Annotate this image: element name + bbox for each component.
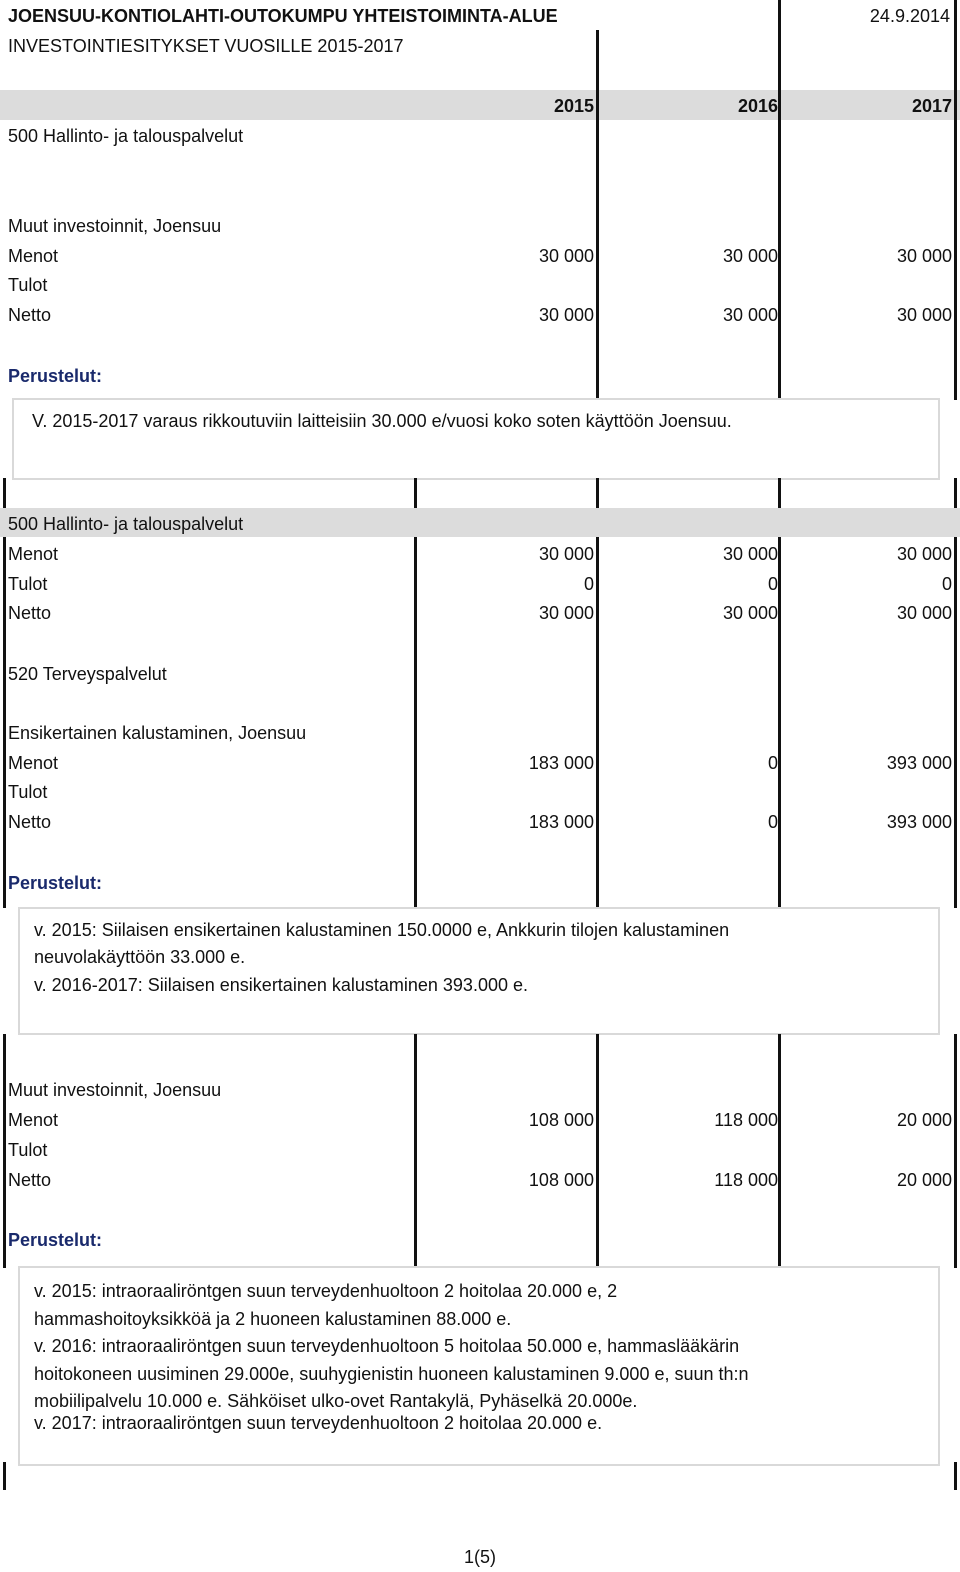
block1-netto-2016: 30 000 [722, 305, 778, 325]
report-subtitle: INVESTOINTIESITYKSET VUOSILLE 2015-2017 [8, 36, 404, 56]
block3-title: Muut investoinnit, Joensuu [8, 1080, 222, 1100]
unit520-title: 520 Terveyspalvelut [8, 664, 167, 684]
col-2016: 2016 [737, 96, 778, 116]
col-2015: 2015 [553, 96, 594, 116]
summary500-menot-2017: 30 000 [896, 544, 952, 564]
block1-menot-2016: 30 000 [722, 246, 778, 266]
block2-note-line: v. 2015: Siilaisen ensikertainen kalustaminen 150.0000 e, Ankkurin tilojen kalustaminen [34, 920, 730, 940]
block2-note-line: v. 2016-2017: Siilaisen ensikertainen kalustaminen 393.000 e. [34, 975, 528, 995]
block3-note-line: v. 2016: intraoraaliröntgen suun terveydenhuoltoon 5 hoitolaa 50.000 e, hammaslääkärin [34, 1336, 740, 1356]
column-divider [3, 478, 6, 908]
block1-menot-2017: 30 000 [896, 246, 952, 266]
block3-menot-2017: 20 000 [896, 1110, 952, 1130]
block2-title: Ensikertainen kalustaminen, Joensuu [8, 723, 307, 743]
block2-menot-2016: 0 [767, 753, 778, 773]
block3-netto-label: Netto [8, 1170, 52, 1190]
block3-menot-2016: 118 000 [714, 1110, 778, 1130]
column-divider [596, 1034, 599, 1268]
summary500-tulot-2015: 0 [583, 574, 594, 594]
unit-title: 500 Hallinto- ja talouspalvelut [8, 126, 244, 146]
summary500-netto-2016: 30 000 [722, 603, 778, 623]
summary500-tulot-2016: 0 [767, 574, 778, 594]
column-divider [778, 0, 781, 400]
column-divider [954, 478, 957, 908]
block2-tulot-label: Tulot [8, 782, 48, 802]
column-divider [778, 478, 781, 908]
block1-tulot-label: Tulot [8, 275, 48, 295]
block3-notes-box [18, 1266, 940, 1466]
block3-menot-2015: 108 000 [528, 1110, 594, 1130]
block2-menot-2017: 393 000 [886, 753, 952, 773]
block3-note-line: v. 2017: intraoraaliröntgen suun terveydenhuoltoon 2 hoitolaa 20.000 e. [34, 1413, 603, 1433]
block3-tulot-label: Tulot [8, 1140, 48, 1160]
block3-note-line: hoitokoneen uusiminen 29.000e, suuhygienistin huoneen kalustaminen 9.000 e, suun th:n [34, 1364, 749, 1384]
block3-note-line: hammashoitoyksikköä ja 2 huoneen kalustaminen 88.000 e. [34, 1309, 512, 1329]
block1-perustelut-label: Perustelut: [8, 366, 103, 386]
block2-perustelut-label: Perustelut: [8, 873, 103, 893]
page-number: 1(5) [463, 1547, 496, 1567]
report-date: 24.9.2014 [869, 6, 950, 26]
column-divider [954, 1462, 957, 1490]
block3-netto-2017: 20 000 [896, 1170, 952, 1190]
column-divider [3, 1034, 6, 1268]
block3-netto-2015: 108 000 [528, 1170, 594, 1190]
block2-netto-2017: 393 000 [886, 812, 952, 832]
summary500-netto-label: Netto [8, 603, 52, 623]
block1-netto-2015: 30 000 [538, 305, 594, 325]
column-divider [3, 1462, 6, 1490]
block1-netto-label: Netto [8, 305, 52, 325]
org-title: JOENSUU-KONTIOLAHTI-OUTOKUMPU YHTEISTOIMINTA-ALUE [8, 6, 558, 26]
column-divider [596, 478, 599, 908]
block3-note-line: v. 2015: intraoraaliröntgen suun terveydenhuoltoon 2 hoitolaa 20.000 e, 2 [34, 1281, 618, 1301]
block2-notes-box [18, 907, 940, 1035]
block1-netto-2017: 30 000 [896, 305, 952, 325]
summary500-menot-2015: 30 000 [538, 544, 594, 564]
block1-note-line: V. 2015-2017 varaus rikkoutuviin laitteisiin 30.000 e/vuosi koko soten käyttöön Joensuu. [32, 411, 732, 431]
block3-menot-label: Menot [8, 1110, 59, 1130]
summary500-netto-2015: 30 000 [538, 603, 594, 623]
column-divider [414, 1034, 417, 1268]
column-divider [778, 1034, 781, 1268]
summary500-menot-2016: 30 000 [722, 544, 778, 564]
block2-netto-label: Netto [8, 812, 52, 832]
summary500-tulot-2017: 0 [941, 574, 952, 594]
block2-netto-2015: 183 000 [528, 812, 594, 832]
block1-title: Muut investoinnit, Joensuu [8, 216, 222, 236]
summary500-netto-2017: 30 000 [896, 603, 952, 623]
block2-note-line: neuvolakäyttöön 33.000 e. [34, 947, 246, 967]
block2-netto-2016: 0 [767, 812, 778, 832]
block3-netto-2016: 118 000 [714, 1170, 778, 1190]
column-divider [414, 478, 417, 908]
block1-notes-box [12, 398, 940, 480]
column-divider [954, 1034, 957, 1268]
column-divider [954, 0, 957, 400]
summary500-tulot-label: Tulot [8, 574, 48, 594]
summary500-menot-label: Menot [8, 544, 59, 564]
block2-menot-2015: 183 000 [528, 753, 594, 773]
block1-menot-label: Menot [8, 246, 59, 266]
summary500-title: 500 Hallinto- ja talouspalvelut [8, 514, 244, 534]
col-2017: 2017 [911, 96, 952, 116]
block1-menot-2015: 30 000 [538, 246, 594, 266]
column-divider [596, 30, 599, 400]
block3-note-line: mobiilipalvelu 10.000 e. Sähköiset ulko-ovet Rantakylä, Pyhäselkä 20.000e. [34, 1391, 638, 1411]
block3-perustelut-label: Perustelut: [8, 1230, 103, 1250]
block2-menot-label: Menot [8, 753, 59, 773]
